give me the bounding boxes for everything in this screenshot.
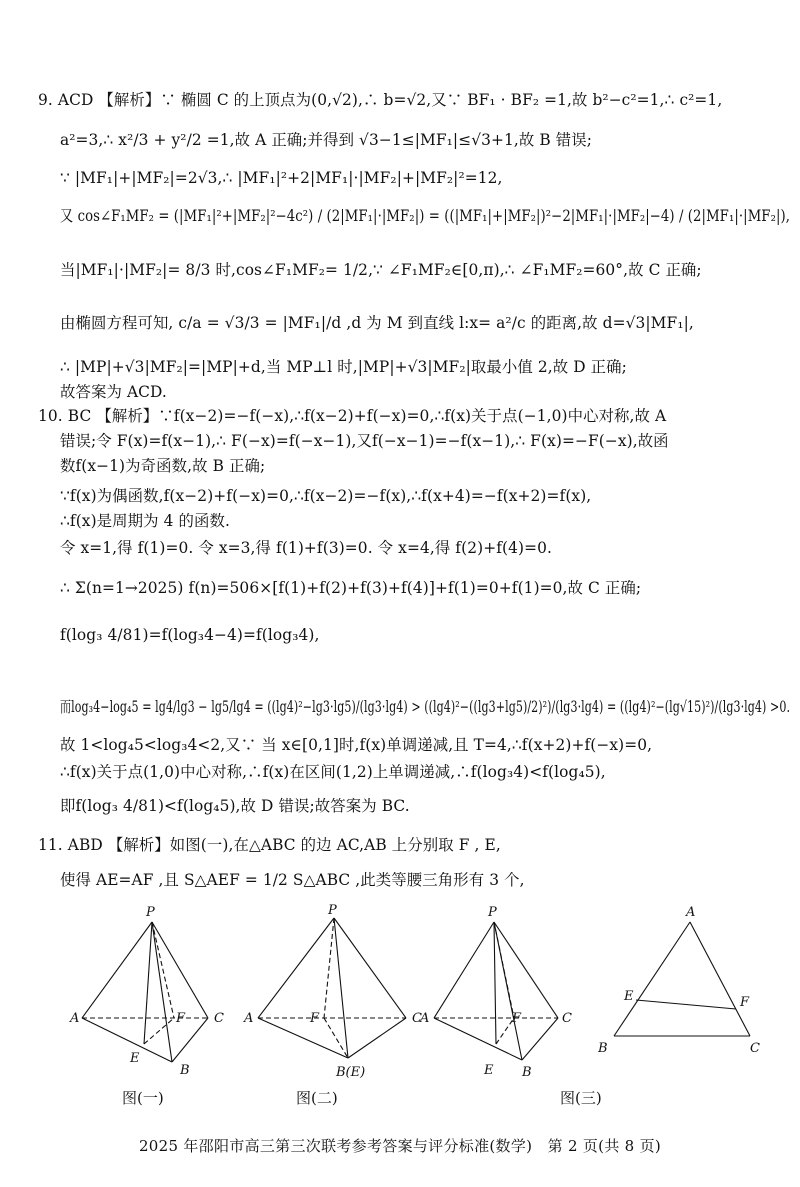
point-f-label: F	[310, 1011, 320, 1026]
point-e-label: E	[624, 989, 634, 1004]
figure-2-caption: 图(二)	[296, 1089, 338, 1107]
text-line: ∴f(x)是周期为 4 的函数.	[60, 512, 230, 530]
vertex-a-label: A	[70, 1011, 80, 1026]
text-line: 当|MF₁|·|MF₂|= 8/3 时,cos∠F₁MF₂= 1/2,∵ ∠F₁MF₂∈[0,π),∴ ∠F₁MF₂=60°,故 C 正确;	[60, 261, 702, 279]
vertex-a-label: A	[686, 905, 696, 920]
text-line: 又 cos∠F₁MF₂ = (|MF₁|²+|MF₂|²−4c²) / (2|MF₁|·|MF₂|) = ((|MF₁|+|MF₂|)²−2|MF₁|·|MF₂|−4) / (2|MF₁|·|MF₂|),	[60, 207, 791, 225]
text-line: 即f(log₃ 4/81)<f(log₄5),故 D 错误;故答案为 BC.	[60, 797, 410, 815]
vertex-c-label: C	[412, 1011, 422, 1026]
vertex-a-label: A	[420, 1011, 430, 1026]
text-line: 故 1<log₄5<log₃4<2,又∵ 当 x∈[0,1]时,f(x)单调递减,且 T=4,∴f(x+2)+f(−x)=0,	[60, 736, 653, 754]
text-line: ∴f(x)关于点(1,0)中心对称,∴f(x)在区间(1,2)上单调递减,∴f(log₃4)<f(log₄5),	[60, 763, 606, 781]
figure-3-pyramid	[412, 900, 582, 1085]
vertex-b-label: B	[522, 1065, 532, 1080]
point-f-label: F	[176, 1011, 186, 1026]
text-line: 9. ACD 【解析】∵ 椭圆 C 的上顶点为(0,√2),∴ b=√2,又∵ BF₁ · BF₂ =1,故 b²−c²=1,∴ c²=1,	[38, 91, 723, 109]
vertex-p-label: P	[488, 905, 497, 920]
vertex-b-label: B	[598, 1041, 608, 1056]
text-line: 11. ABD 【解析】如图(一),在△ABC 的边 AC,AB 上分别取 F , E,	[38, 836, 501, 854]
point-e-label: E	[130, 1051, 140, 1066]
vertex-b-label: B	[180, 1063, 190, 1078]
text-line: f(log₃ 4/81)=f(log₃4−4)=f(log₃4),	[60, 626, 320, 644]
figure-1-caption: 图(一)	[122, 1089, 164, 1107]
vertex-p-label: P	[146, 905, 155, 920]
vertex-b-e-label: B(E)	[336, 1065, 366, 1080]
text-line: 由椭圆方程可知, c/a = √3/3 = |MF₁|/d ,d 为 M 到直线 l:x= a²/c 的距离,故 d=√3|MF₁|,	[60, 314, 694, 332]
vertex-c-label: C	[562, 1011, 572, 1026]
text-line: 故答案为 ACD.	[60, 383, 167, 401]
vertex-c-label: C	[214, 1011, 224, 1026]
text-line: ∵f(x)为偶函数,f(x−2)+f(−x)=0,∴f(x−2)=−f(x),∴f(x+4)=−f(x+2)=f(x),	[60, 487, 592, 505]
figure-1-pyramid	[60, 900, 230, 1085]
text-line: 而log₃4−log₄5 = lg4/lg3 − lg5/lg4 = ((lg4)²−lg3·lg5)/(lg3·lg4) > ((lg4)²−((lg3+lg5)/2)²)/(lg3·lg4) = ((lg4)²−(lg√15)²)/(lg3·lg4) >0.	[60, 698, 791, 716]
text-line: 数f(x−1)为奇函数,故 B 正确;	[60, 457, 266, 475]
text-line: ∵ |MF₁|+|MF₂|=2√3,∴ |MF₁|²+2|MF₁|·|MF₂|+|MF₂|²=12,	[60, 169, 503, 187]
point-f-label: F	[512, 1011, 522, 1026]
text-line: 错误;令 F(x)=f(x−1),∴ F(−x)=f(−x−1),又f(−x−1)=−f(x−1),∴ F(x)=−F(−x),故函	[60, 432, 669, 450]
vertex-p-label: P	[328, 903, 337, 918]
text-line: ∴ Σ(n=1→2025) f(n)=506×[f(1)+f(2)+f(3)+f(4)]+f(1)=0+f(1)=0,故 C 正确;	[60, 579, 642, 597]
point-e-label: E	[484, 1063, 494, 1078]
text-line: ∴ |MP|+√3|MF₂|=|MP|+d,当 MP⊥l 时,|MP|+√3|MF₂|取最小值 2,故 D 正确;	[60, 358, 627, 376]
triangle-figure	[590, 900, 770, 1060]
text-line: 使得 AE=AF ,且 S△AEF = 1/2 S△ABC ,此类等腰三角形有 3 个,	[60, 871, 525, 889]
page-footer: 2025 年邵阳市高三第三次联考参考答案与评分标准(数学) 第 2 页(共 8 页)	[138, 1137, 662, 1155]
vertex-c-label: C	[750, 1041, 760, 1056]
text-line: 令 x=1,得 f(1)=0. 令 x=3,得 f(1)+f(3)=0. 令 x=4,得 f(2)+f(4)=0.	[60, 539, 552, 557]
text-line: 10. BC 【解析】∵f(x−2)=−f(−x),∴f(x−2)+f(−x)=0,∴f(x)关于点(−1,0)中心对称,故 A	[38, 407, 667, 425]
figure-2-pyramid	[236, 900, 422, 1085]
point-f-label: F	[740, 995, 750, 1010]
figure-3-caption: 图(三)	[560, 1089, 602, 1107]
text-line: a²=3,∴ x²/3 + y²/2 =1,故 A 正确;并得到 √3−1≤|MF₁|≤√3+1,故 B 错误;	[60, 131, 593, 149]
vertex-a-label: A	[244, 1011, 254, 1026]
